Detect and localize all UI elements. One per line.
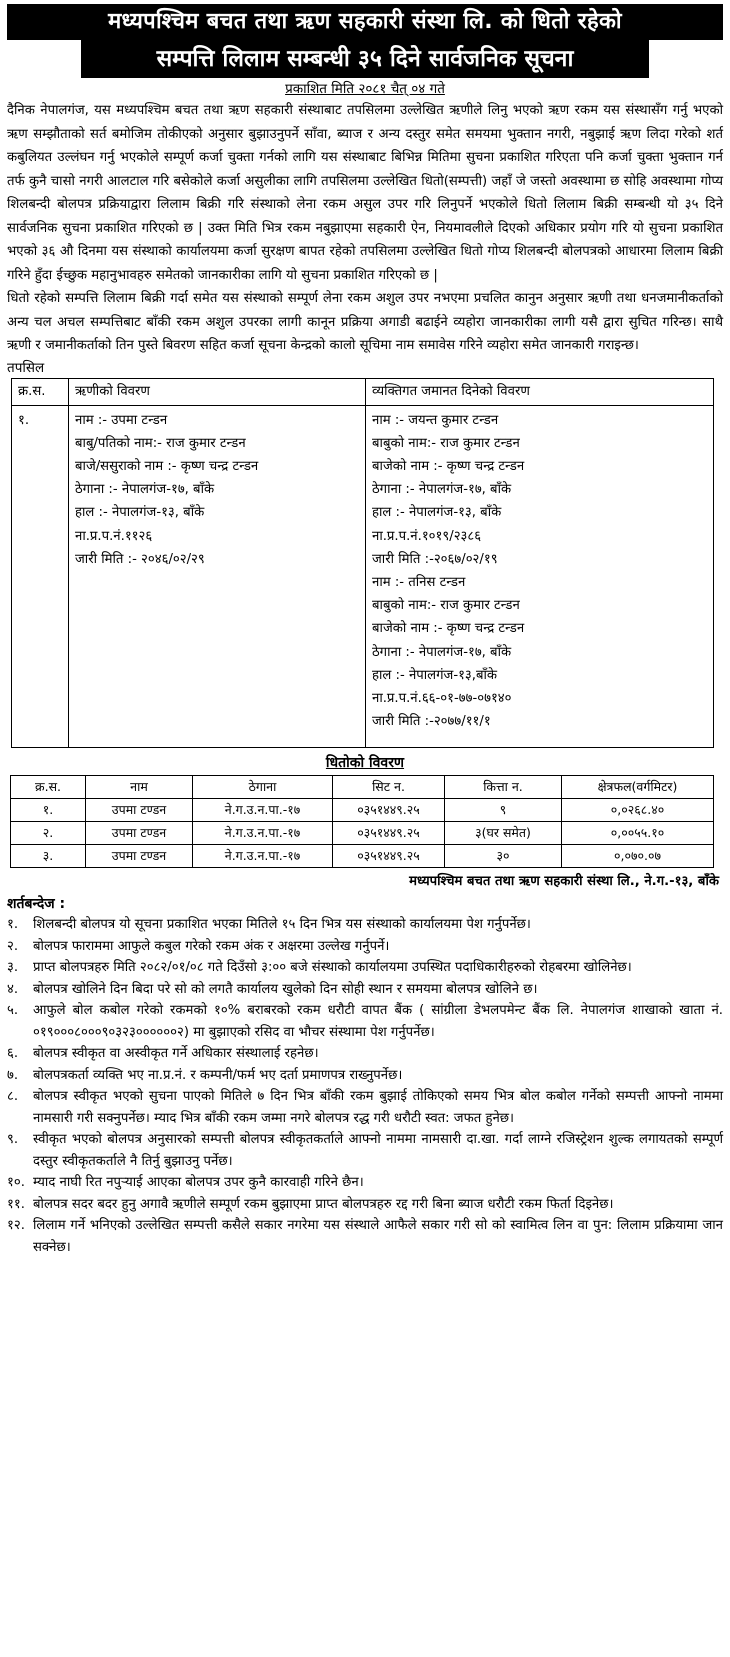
- col-header: ठेगाना: [193, 776, 333, 799]
- body-text: [7, 99, 723, 358]
- list-item: २. बोलपत्र फाराममा आफुले कबुल गरेको रकम अंक र अक्षरमा उल्लेख गर्नुपर्ने।: [7, 938, 390, 954]
- table-row: [11, 845, 714, 868]
- table-cell: ने.ग.उ.न.पा.-१७: [193, 822, 333, 845]
- borrower-table: [11, 378, 714, 749]
- table-cell: उपमा टण्डन: [86, 822, 193, 845]
- guarantor-line: नाम :- तनिस टन्डन: [372, 574, 466, 590]
- borrower-details: [69, 405, 366, 748]
- table-cell: ०३५१४४९.२५: [333, 845, 445, 868]
- table-cell: ०३५१४४९.२५: [333, 799, 445, 822]
- guarantor-line: ना.प्र.प.नं.१०१९/२३८६: [372, 528, 482, 544]
- terms-title: शर्तबन्देज :: [7, 896, 66, 913]
- list-item: ६. बोलपत्र स्वीकृत वा अस्वीकृत गर्ने अधिकार संस्थालाई रहनेछ।: [7, 1046, 319, 1062]
- guarantor-line: बाबुको नाम:- राज कुमार टन्डन: [372, 598, 520, 614]
- borrower-line: हाल :- नेपालगंज-१३, बाँके: [75, 505, 205, 521]
- table-cell: ने.ग.उ.न.पा.-१७: [193, 845, 333, 868]
- guarantor-line: बाजेको नाम :- कृष्ण चन्द्र टन्डन: [372, 621, 525, 637]
- body-paragraph-2: धितो रहेको सम्पत्ति लिलाम बिक्री गर्दा समेत यस संस्थाको सम्पूर्ण लेना रकम अशुल उपर नभएमा प्रचलित कानुन अनुसार ऋणी तथा धनजमानीकर्ताको अन्य चल अचल सम्पत्तिबाट बाँकी रकम अशुल उपरका लागी कानून प्रक्रिया अगाडी बढाईने व्यहोरा जानकारीका लागी यसै द्वारा सुचित गरिन्छ। साथै ऋणी र जमानीकर्ताको तिन पुस्ते बिवरण सहित कर्जा सूचना केन्द्रको कालो सूचिमा नाम समावेस गरिने व्यहोरा समेत जानकारी गराइन्छ।: [7, 291, 723, 353]
- guarantor-line: ना.प्र.प.नं.६६-०१-७७-०७१४०: [372, 690, 512, 706]
- terms-list: [7, 914, 723, 1258]
- list-item: १०. म्याद नाघी रित नपुर्‍याई आएका बोलपत्र उपर कुनै कारवाही गरिने छैन।: [7, 1175, 364, 1191]
- list-item: १. शिलबन्दी बोलपत्र यो सूचना प्रकाशित भएका मितिले १५ दिन भित्र यस संस्थाको कार्यालयमा पेश गर्नुपर्नेछ।: [7, 917, 531, 933]
- table-cell: २.: [11, 822, 86, 845]
- table-row: [12, 405, 714, 748]
- col-header: सिट न.: [333, 776, 445, 799]
- guarantor-line: ठेगाना :- नेपालगंज-१७, बाँके: [372, 644, 512, 660]
- body-paragraph-1: दैनिक नेपालगंज, यस मध्यपश्चिम बचत तथा ऋण सहकारी संस्थाबाट तपसिलमा उल्लेखित ऋणीले लिनु भएको ऋण रकम यस संस्थासँग गर्नु भएको ऋण सम्झौताको सर्त बमोजिम तोकीएको अनुसार बुझाउनुपर्ने साँवा, ब्याज र अन्य दस्तुर समेत समयमा भुक्तान नगरी, नबुझाई ऋण लिदा गरेको शर्त कबुलियत उल्लंघन गर्नु भएकोले सम्पूर्ण कर्जा चुक्ता गर्नको लागि यस संस्थाबाट बिभिन्न मितिमा सुचना प्रकाशित गरिएता पनि कर्जा चुक्ता भुक्तान गर्न तर्फ कुनै चासो नगरी आलटाल गरि बसेकोले कर्जा असुलीका लागि तपसिलमा उल्लेखित धितो(सम्पत्ती) जहाँ जे जस्तो अवस्थामा छ सोहि अवस्थामा गोप्य शिलबन्दी बोलपत्र प्रक्रियाद्वारा लिलाम बिक्री गरि संस्थाको लेना रकम असुल उपर गरि लिनुपर्ने भएकोले धितो लिलाम बिक्री सम्बन्धी यो ३५ दिने सार्वजनिक सुचना प्रकाशित गरिएको छ | उक्त मिति भित्र रकम नबुझाएमा सहकारी ऐन, नियमावलीले दिएको अधिकार प्रयोग गरि यो सुचना प्रकाशित भएको ३६ औ दिनमा यस संस्थाको कार्यालयमा कर्जा सुरक्षण बापत रहेको तपसिलमा उल्लेखित धितो गोप्य शिलबन्दी बोलपत्रको आधारमा लिलाम बिक्री गरिने हुँदा ईच्छुक महानुभावहरु समेतको जानकारीका लागि यो सुचना प्रकाशित गरिएको छ |: [7, 103, 723, 283]
- table-cell: ०,००५५.१०: [562, 822, 714, 845]
- guarantor-details: [366, 405, 714, 748]
- organization-signature: मध्यपश्चिम बचत तथा ऋण सहकारी संस्था लि., ने.ग.-१३, बाँके: [409, 874, 719, 890]
- list-item: ११. बोलपत्र सदर बदर हुनु अगावै ऋणीले सम्पूर्ण रकम बुझाएमा प्राप्त बोलपत्रहरु रद्द गरी बिना ब्याज धरौटी रकम फिर्ता दिइनेछ।: [7, 1196, 614, 1212]
- tapsil-label: तपसिल: [7, 359, 45, 376]
- borrower-table-header: [12, 378, 714, 405]
- col-header: कित्ता न.: [445, 776, 562, 799]
- list-item: १२. लिलाम गर्ने भनिएको उल्लेखित सम्पत्ती कसैले सकार नगरेमा यस संस्थाले आफैले सकार गरी सो को स्वामित्व लिन वा पुन: लिलाम प्रक्रियामा जान सक्नेछ।: [7, 1218, 723, 1255]
- guarantor-line: जारी मिति :-२०६७/०२/१९: [372, 551, 498, 567]
- table-cell: ३०: [445, 845, 562, 868]
- borrower-line: ना.प्र.प.नं.११२६: [75, 528, 153, 544]
- collateral-title: धितोको विवरण: [325, 755, 405, 772]
- borrower-line: बाजे/ससुराको नाम :- कृष्ण चन्द्र टन्डन: [75, 458, 259, 474]
- table-row: [11, 822, 714, 845]
- col-header: क्षेत्रफल(वर्गमिटर): [562, 776, 714, 799]
- borrower-sn: १.: [12, 405, 69, 748]
- list-item: ९. स्वीकृत भएको बोलपत्र अनुसारको सम्पत्ती बोलपत्र स्वीकृतकर्ताले आफ्नो नाममा नामसारी दा.खा. गर्दा लाग्ने रजिस्ट्रेशन शुल्क लगायतको सम्पूर्ण दस्तुर स्वीकृतकर्ताले नै तिर्नु बुझाउनु पर्नेछ।: [7, 1132, 723, 1169]
- borrower-line: ठेगाना :- नेपालगंज-१७, बाँके: [75, 482, 215, 498]
- col-header: नाम: [86, 776, 193, 799]
- table-cell: ०३५१४४९.२५: [333, 822, 445, 845]
- collateral-table: [10, 775, 714, 868]
- guarantor-line: हाल :- नेपालगंज-१३, बाँके: [372, 505, 502, 521]
- table-cell: ३(घर समेत): [445, 822, 562, 845]
- table-cell: ९: [445, 799, 562, 822]
- header-sn: क्र.स.: [12, 378, 69, 405]
- list-item: ८. बोलपत्र स्वीकृत भएको सुचना पाएको मितिले ७ दिन भित्र बाँकी रकम बुझाई तोकिएको समय भित्र बोल कबोल गर्नेको सम्पत्ती आफ्नो नाममा नामसारी गरी सक्नुपर्नेछ। म्याद भित्र बाँकी रकम जम्मा नगरे बोलपत्र रद्ध गरी धरौटी स्वत: जफत हुनेछ।: [7, 1089, 723, 1126]
- list-item: ५. आफुले बोल कबोल गरेको रकमको १०% बराबरको रकम धरौटी वापत बैंक ( सांग्रीला डेभलपमेन्ट बैंक लि. नेपालगंज शाखाको खाता नं. ०१९०००८०००९०३२३००००००२) मा बुझाएको रसिद वा भौचर संस्थामा पेश गर्नुपर्नेछ।: [7, 1003, 723, 1040]
- guarantor-line: बाबुको नाम:- राज कुमार टन्डन: [372, 435, 520, 451]
- table-cell: ०,०२६८.४०: [562, 799, 714, 822]
- borrower-line: बाबु/पतिको नाम:- राज कुमार टन्डन: [75, 435, 246, 451]
- published-date: [7, 80, 723, 99]
- collateral-table-header: [11, 776, 714, 799]
- table-cell: उपमा टण्डन: [86, 845, 193, 868]
- notice-header-line2: सम्पत्ति लिलाम सम्बन्धी ३५ दिने सार्वजनिक सूचना: [81, 40, 649, 78]
- table-cell: ने.ग.उ.न.पा.-१७: [193, 799, 333, 822]
- guarantor-line: हाल :- नेपालगंज-१३,बाँके: [372, 667, 498, 683]
- col-header: क्र.स.: [11, 776, 86, 799]
- header-guarantor: व्यक्तिगत जमानत दिनेको विवरण: [366, 378, 714, 405]
- guarantor-line: नाम :- जयन्त कुमार टन्डन: [372, 412, 499, 428]
- table-cell: ०,०७०.०७: [562, 845, 714, 868]
- notice-header-line1: मध्यपश्चिम बचत तथा ऋण सहकारी संस्था लि. को धितो रहेको: [7, 4, 723, 40]
- notice-page: [7, 4, 723, 1258]
- guarantor-line: जारी मिति :-२०७७/११/१: [372, 714, 491, 730]
- guarantor-line: ठेगाना :- नेपालगंज-१७, बाँके: [372, 482, 512, 498]
- header-borrower: ऋणीको विवरण: [69, 378, 366, 405]
- published-date-text: प्रकाशित मिति २०८१ चैत् ०४ गते: [285, 81, 445, 97]
- list-item: ४. बोलपत्र खोलिने दिन बिदा परे सो को लगतै कार्यालय खुलेको दिन सोही स्थान र समयमा बोलपत्र खोलिने छ।: [7, 981, 538, 997]
- guarantor-line: बाजेको नाम :- कृष्ण चन्द्र टन्डन: [372, 458, 525, 474]
- borrower-line: नाम :- उपमा टन्डन: [75, 412, 168, 428]
- list-item: ७. बोलपत्रकर्ता व्यक्ति भए ना.प्र.नं. र कम्पनी/फर्म भए दर्ता प्रमाणपत्र राख्नुपर्नेछ।: [7, 1067, 403, 1083]
- table-cell: १.: [11, 799, 86, 822]
- list-item: ३. प्राप्त बोलपत्रहरु मिति २०८२/०१/०८ गते दिउँसो ३:०० बजे संस्थाको कार्यालयमा उपस्थित पदाधिकारीहरुको रोहबरमा खोलिनेछ।: [7, 960, 632, 976]
- borrower-line: जारी मिति :- २०४६/०२/२९: [75, 551, 205, 567]
- table-row: [11, 799, 714, 822]
- table-cell: उपमा टण्डन: [86, 799, 193, 822]
- table-cell: ३.: [11, 845, 86, 868]
